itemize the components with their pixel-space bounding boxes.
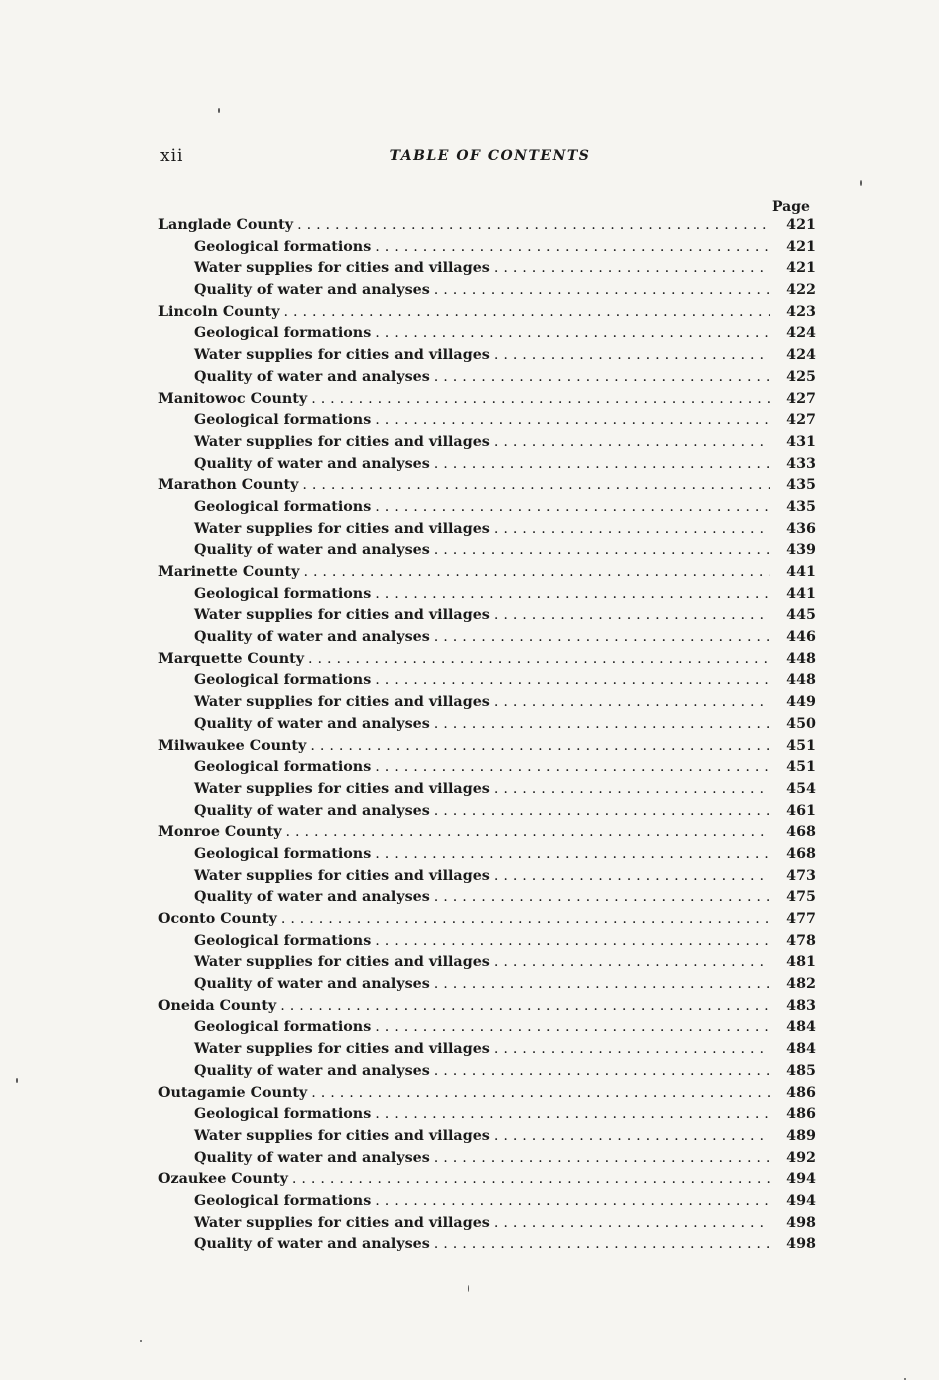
scan-speck xyxy=(218,108,220,113)
toc-entry-page: 494 xyxy=(786,1192,816,1209)
dot-leader xyxy=(494,258,770,280)
dot-leader xyxy=(281,909,770,931)
toc-entry-label: Water supplies for cities and villages xyxy=(194,520,490,537)
toc-entry-label: Monroe County xyxy=(158,824,282,841)
dot-leader xyxy=(494,519,770,541)
toc-entry-page: 448 xyxy=(786,650,816,667)
toc-entry-label: Quality of water and analyses xyxy=(194,1236,430,1253)
toc-subentry xyxy=(158,410,818,432)
toc-entry-page: 477 xyxy=(786,911,816,927)
toc-entry-label: Geological formations xyxy=(194,845,372,862)
toc-entry-page: 431 xyxy=(786,433,816,450)
toc-entry-label: Quality of water and analyses xyxy=(194,1062,430,1079)
toc-subentry xyxy=(158,1061,818,1083)
toc-entry-label: Water supplies for cities and villages xyxy=(194,780,490,797)
scan-speck xyxy=(468,1285,469,1292)
dot-leader xyxy=(375,1191,770,1213)
toc-entry-page: 425 xyxy=(786,368,816,385)
dot-leader xyxy=(375,323,770,345)
toc-entry-label: Geological formations xyxy=(194,932,372,949)
dot-leader xyxy=(434,280,770,302)
scan-speck xyxy=(16,1078,18,1083)
dot-leader xyxy=(434,974,770,996)
toc-entry-page: 427 xyxy=(786,412,816,429)
dot-leader xyxy=(303,562,770,584)
toc-subentry xyxy=(158,345,818,367)
page-column-label: Page xyxy=(772,199,810,215)
toc-entry-page: 441 xyxy=(786,564,816,580)
toc-entry-page: 489 xyxy=(786,1127,816,1144)
toc-subentry xyxy=(158,1191,818,1213)
toc-entry-label: Marquette County xyxy=(158,650,305,667)
toc-entry-page: 446 xyxy=(786,629,816,646)
toc-entry-label: Ozaukee County xyxy=(158,1171,288,1188)
toc-entry-page: 433 xyxy=(786,455,816,472)
toc-entry-page: 445 xyxy=(786,607,816,624)
dot-leader xyxy=(311,1083,770,1105)
toc-subentry xyxy=(158,497,818,519)
toc-subentry xyxy=(158,258,818,280)
toc-entry xyxy=(158,822,818,844)
toc-entry-label: Manitowoc County xyxy=(158,390,308,407)
table-of-contents xyxy=(158,215,818,1256)
toc-subentry xyxy=(158,779,818,801)
toc-subentry xyxy=(158,237,818,259)
toc-entry-label: Geological formations xyxy=(194,412,372,429)
toc-entry-page: 421 xyxy=(786,260,816,277)
toc-entry-label: Outagamie County xyxy=(158,1084,308,1101)
toc-entry-label: Water supplies for cities and villages xyxy=(194,433,490,450)
toc-entry-label: Oneida County xyxy=(158,997,277,1014)
dot-leader xyxy=(434,887,770,909)
dot-leader xyxy=(375,237,770,259)
toc-entry-page: 498 xyxy=(786,1214,816,1231)
toc-entry-page: 483 xyxy=(786,997,816,1014)
toc-subentry xyxy=(158,367,818,389)
toc-subentry xyxy=(158,692,818,714)
toc-entry xyxy=(158,215,818,237)
dot-leader xyxy=(311,389,770,411)
toc-entry-page: 486 xyxy=(786,1084,816,1101)
dot-leader xyxy=(375,497,770,519)
toc-entry-label: Quality of water and analyses xyxy=(194,629,430,646)
dot-leader xyxy=(494,432,770,454)
toc-entry-page: 450 xyxy=(786,715,816,732)
toc-entry xyxy=(158,996,818,1018)
toc-subentry xyxy=(158,952,818,974)
toc-subentry xyxy=(158,627,818,649)
scan-speck xyxy=(140,1340,142,1342)
toc-entry xyxy=(158,649,818,671)
toc-entry-page: 421 xyxy=(786,238,816,255)
toc-subentry xyxy=(158,670,818,692)
dot-leader xyxy=(375,410,770,432)
dot-leader xyxy=(375,757,770,779)
toc-entry-page: 485 xyxy=(786,1062,816,1079)
dot-leader xyxy=(286,822,770,844)
dot-leader xyxy=(494,345,770,367)
dot-leader xyxy=(308,649,770,671)
toc-entry-page: 461 xyxy=(786,802,816,819)
dot-leader xyxy=(494,1039,770,1061)
toc-entry-label: Quality of water and analyses xyxy=(194,282,430,299)
toc-entry-page: 424 xyxy=(786,325,816,342)
toc-entry xyxy=(158,302,818,324)
toc-entry-label: Water supplies for cities and villages xyxy=(194,867,490,884)
toc-entry-label: Marathon County xyxy=(158,477,299,494)
toc-subentry xyxy=(158,714,818,736)
page-folio: xii xyxy=(160,146,184,166)
toc-entry-page: 435 xyxy=(786,498,816,515)
toc-entry-label: Lincoln County xyxy=(158,303,280,320)
toc-entry-page: 475 xyxy=(786,889,816,906)
dot-leader xyxy=(434,1061,770,1083)
dot-leader xyxy=(375,931,770,953)
toc-entry-label: Geological formations xyxy=(194,325,372,342)
dot-leader xyxy=(292,1169,770,1191)
dot-leader xyxy=(434,627,770,649)
toc-entry-page: 468 xyxy=(786,824,816,841)
toc-entry-page: 481 xyxy=(786,954,816,971)
toc-entry-page: 492 xyxy=(786,1149,816,1166)
toc-entry-label: Water supplies for cities and villages xyxy=(194,954,490,971)
toc-subentry xyxy=(158,757,818,779)
toc-entry-label: Geological formations xyxy=(194,1106,372,1123)
toc-subentry xyxy=(158,1017,818,1039)
toc-entry xyxy=(158,562,818,584)
toc-entry-label: Water supplies for cities and villages xyxy=(194,1214,490,1231)
toc-entry-page: 451 xyxy=(786,737,816,754)
toc-subentry xyxy=(158,931,818,953)
toc-entry-page: 424 xyxy=(786,347,816,364)
toc-entry-label: Quality of water and analyses xyxy=(194,715,430,732)
toc-entry-label: Geological formations xyxy=(194,1192,372,1209)
toc-entry-label: Quality of water and analyses xyxy=(194,889,430,906)
toc-subentry xyxy=(158,1148,818,1170)
toc-entry-label: Water supplies for cities and villages xyxy=(194,607,490,624)
toc-entry xyxy=(158,909,818,931)
toc-entry-label: Langlade County xyxy=(158,217,294,233)
dot-leader xyxy=(280,996,770,1018)
running-title: TABLE OF CONTENTS xyxy=(389,148,591,164)
toc-entry-label: Water supplies for cities and villages xyxy=(194,1041,490,1058)
toc-entry xyxy=(158,389,818,411)
dot-leader xyxy=(375,584,770,606)
dot-leader xyxy=(494,779,770,801)
toc-subentry xyxy=(158,866,818,888)
dot-leader xyxy=(434,1234,770,1256)
scan-speck xyxy=(860,180,862,186)
toc-subentry xyxy=(158,605,818,627)
toc-entry-label: Marinette County xyxy=(158,564,300,580)
toc-entry-label: Geological formations xyxy=(194,672,372,689)
toc-entry-page: 427 xyxy=(786,390,816,407)
dot-leader xyxy=(434,1148,770,1170)
dot-leader xyxy=(434,367,770,389)
toc-entry-label: Water supplies for cities and villages xyxy=(194,347,490,364)
toc-entry-page: 439 xyxy=(786,542,816,559)
toc-subentry xyxy=(158,584,818,606)
dot-leader xyxy=(375,1017,770,1039)
dot-leader xyxy=(494,1213,770,1235)
toc-subentry xyxy=(158,887,818,909)
toc-entry-label: Geological formations xyxy=(194,498,372,515)
toc-entry-page: 441 xyxy=(786,585,816,602)
toc-entry-page: 436 xyxy=(786,520,816,537)
toc-entry-label: Quality of water and analyses xyxy=(194,542,430,559)
toc-entry-page: 478 xyxy=(786,932,816,949)
dot-leader xyxy=(494,605,770,627)
toc-entry-page: 451 xyxy=(786,759,816,776)
toc-entry-page: 468 xyxy=(786,845,816,862)
dot-leader xyxy=(434,714,770,736)
toc-subentry xyxy=(158,454,818,476)
toc-entry-page: 422 xyxy=(786,282,816,299)
toc-entry-label: Quality of water and analyses xyxy=(194,1149,430,1166)
toc-entry-page: 484 xyxy=(786,1041,816,1058)
toc-subentry xyxy=(158,1104,818,1126)
toc-subentry xyxy=(158,519,818,541)
toc-entry-label: Water supplies for cities and villages xyxy=(194,260,490,277)
dot-leader xyxy=(494,692,770,714)
toc-entry-label: Geological formations xyxy=(194,1019,372,1036)
dot-leader xyxy=(434,540,770,562)
toc-subentry xyxy=(158,432,818,454)
toc-entry-label: Quality of water and analyses xyxy=(194,802,430,819)
dot-leader xyxy=(494,1126,770,1148)
toc-subentry xyxy=(158,540,818,562)
dot-leader xyxy=(375,844,770,866)
dot-leader xyxy=(284,302,770,324)
toc-entry-label: Water supplies for cities and villages xyxy=(194,694,490,711)
toc-entry-label: Water supplies for cities and villages xyxy=(194,1127,490,1144)
toc-entry-label: Milwaukee County xyxy=(158,737,307,754)
toc-entry-label: Geological formations xyxy=(194,759,372,776)
dot-leader xyxy=(494,866,770,888)
toc-subentry xyxy=(158,1126,818,1148)
toc-subentry xyxy=(158,974,818,996)
toc-entry-page: 449 xyxy=(786,694,816,711)
dot-leader xyxy=(302,475,770,497)
dot-leader xyxy=(494,952,770,974)
dot-leader xyxy=(434,801,770,823)
toc-entry-page: 473 xyxy=(786,867,816,884)
toc-entry-label: Quality of water and analyses xyxy=(194,368,430,385)
toc-entry-page: 498 xyxy=(786,1236,816,1253)
toc-entry-label: Geological formations xyxy=(194,585,372,602)
dot-leader xyxy=(310,736,770,758)
toc-entry-page: 448 xyxy=(786,672,816,689)
toc-entry-page: 482 xyxy=(786,976,816,993)
toc-entry-page: 486 xyxy=(786,1106,816,1123)
toc-subentry xyxy=(158,1234,818,1256)
toc-entry-label: Oconto County xyxy=(158,911,277,927)
dot-leader xyxy=(375,670,770,692)
toc-entry xyxy=(158,1083,818,1105)
toc-entry-page: 454 xyxy=(786,780,816,797)
toc-entry-page: 494 xyxy=(786,1171,816,1188)
page-header xyxy=(160,146,820,170)
toc-entry-page: 421 xyxy=(786,217,816,233)
toc-subentry xyxy=(158,801,818,823)
dot-leader xyxy=(297,215,770,237)
toc-entry-page: 484 xyxy=(786,1019,816,1036)
toc-entry-page: 423 xyxy=(786,303,816,320)
toc-entry xyxy=(158,475,818,497)
toc-subentry xyxy=(158,1213,818,1235)
toc-entry xyxy=(158,736,818,758)
toc-subentry xyxy=(158,1039,818,1061)
toc-subentry xyxy=(158,280,818,302)
toc-entry-page: 435 xyxy=(786,477,816,494)
dot-leader xyxy=(434,454,770,476)
toc-subentry xyxy=(158,323,818,345)
dot-leader xyxy=(375,1104,770,1126)
toc-entry xyxy=(158,1169,818,1191)
toc-subentry xyxy=(158,844,818,866)
toc-entry-label: Quality of water and analyses xyxy=(194,455,430,472)
toc-entry-label: Quality of water and analyses xyxy=(194,976,430,993)
toc-entry-label: Geological formations xyxy=(194,238,372,255)
